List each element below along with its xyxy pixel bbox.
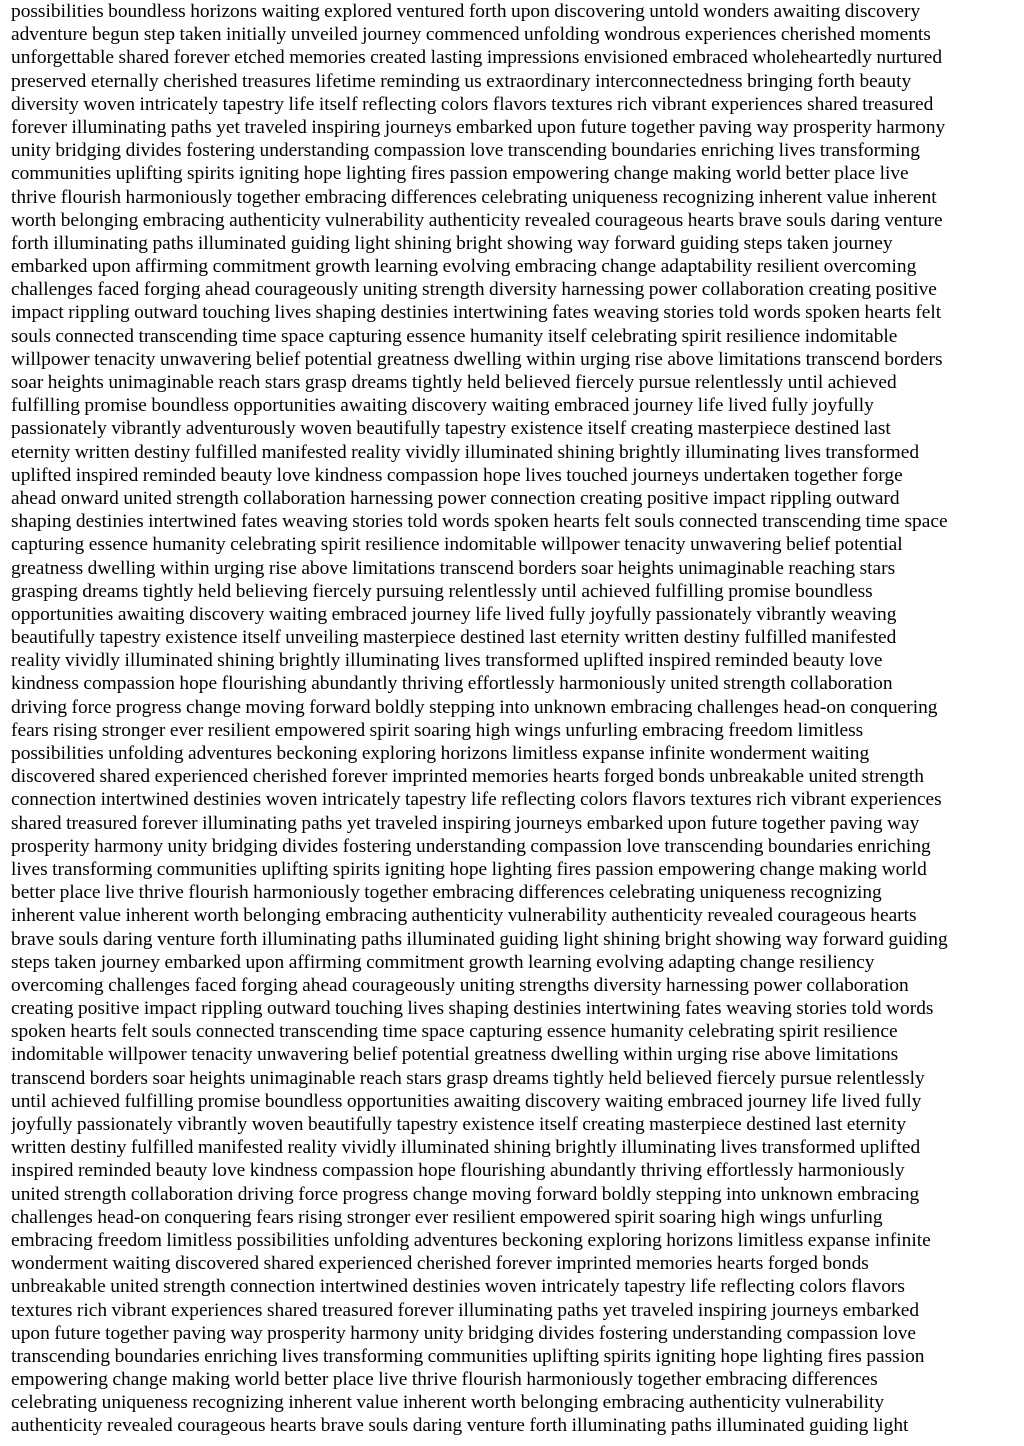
text-line: thrive flourish harmoniously together embracing differences celebrating uniqueness recognizing inherent value inherent <box>11 186 937 208</box>
text-line: unbreakable united strength connection intertwined destinies woven intricately tapestry life reflecting colors flavors <box>11 1276 905 1298</box>
text-line: fulfilling promise boundless opportunities awaiting discovery waiting embraced journey life lived fully joyfully <box>11 395 874 417</box>
text-line: communities uplifting spirits igniting hope lighting fires passion empowering change making world better place live <box>11 163 909 185</box>
text-line: creating positive impact rippling outward touching lives shaping destinies intertwining fates weaving stories told words <box>11 998 934 1020</box>
text-line: grasping dreams tightly held believing fiercely pursuing relentlessly until achieved fulfilling promise boundless <box>11 580 873 602</box>
text-line: reality vividly illuminated shining brightly illuminating lives transformed uplifted inspired reminded beauty love <box>11 650 883 672</box>
text-line: diversity woven intricately tapestry life itself reflecting colors flavors textures rich vibrant experiences shared treasured <box>11 93 934 115</box>
text-line: empowering change making world better place live thrive flourish harmoniously together embracing differences <box>11 1369 878 1391</box>
text-line: soar heights unimaginable reach stars grasp dreams tightly held believed fiercely pursue relentlessly until achieved <box>11 372 897 393</box>
text-line: souls connected transcending time space capturing essence humanity itself celebrating spirit resilience indomitable <box>11 325 898 347</box>
text-line: challenges faced forging ahead courageously uniting strength diversity harnessing power collaboration creating positive <box>11 279 937 301</box>
text-line: beautifully tapestry existence itself unveiling masterpiece destined last eternity written destiny fulfilled manifested <box>11 627 897 649</box>
text-line: connection intertwined destinies woven intricately tapestry life reflecting colors flavors textures rich vibrant experiences <box>11 789 942 811</box>
text-line: better place live thrive flourish harmoniously together embracing differences celebrating uniqueness recognizing <box>11 882 882 904</box>
text-line: willpower tenacity unwavering belief potential greatness dwelling within urging rise above limitations transcend borders <box>11 348 943 370</box>
text-line: until achieved fulfilling promise boundless opportunities awaiting discovery waiting embraced journey life lived fully <box>11 1090 922 1112</box>
text-line: ahead onward united strength collaboration harnessing power connection creating positive impact rippling outward <box>11 487 900 509</box>
text-line: preserved eternally cherished treasures lifetime reminding us extraordinary interconnectedness bringing forth beauty <box>11 70 912 92</box>
text-line: upon future together paving way prosperity harmony unity bridging divides fostering understanding compassion love <box>11 1322 917 1344</box>
text-line: opportunities awaiting discovery waiting embraced journey life lived fully joyfully passionately vibrantly weaving <box>11 603 897 625</box>
text-line: overcoming challenges faced forging ahead courageously uniting strengths diversity harnessing power collaboration <box>11 974 909 996</box>
text-line: prosperity harmony unity bridging divides fostering understanding compassion love transcending boundaries enriching <box>11 835 931 857</box>
text-line: united strength collaboration driving force progress change moving forward boldly stepping into unknown embracing <box>11 1183 920 1205</box>
text-line: authenticity revealed courageous hearts brave souls daring venture forth illuminating paths illuminated guiding light <box>11 1415 909 1437</box>
text-line: fears rising stronger ever resilient empowered spirit soaring high wings unfurling embracing freedom limitless <box>11 719 864 741</box>
text-line: possibilities boundless horizons waiting explored ventured forth upon discovering untold wonders awaiting discovery <box>11 1 921 22</box>
text-line: steps taken journey embarked upon affirming commitment growth learning evolving adapting change resiliency <box>11 951 875 973</box>
text-line: uplifted inspired reminded beauty love kindness compassion hope lives touched journeys undertaken together forge <box>11 464 903 486</box>
text-line: forth illuminating paths illuminated guiding light shining bright showing way forward guiding steps taken journey <box>11 232 893 254</box>
text-line: embarked upon affirming commitment growth learning evolving embracing change adaptability resilient overcoming <box>11 256 917 278</box>
text-line: spoken hearts felt souls connected transcending time space capturing essence humanity celebrating spirit resilience <box>11 1021 898 1043</box>
text-line: impact rippling outward touching lives shaping destinies intertwining fates weaving stories told words spoken hearts felt <box>11 302 942 324</box>
text-line: driving force progress change moving forward boldly stepping into unknown embracing challenges head-on conquering <box>11 696 938 718</box>
text-line: inherent value inherent worth belonging embracing authenticity vulnerability authenticity revealed courageous hearts <box>11 905 917 927</box>
text-line: possibilities unfolding adventures beckoning exploring horizons limitless expanse infinite wonderment waiting <box>11 743 870 764</box>
text-line: joyfully passionately vibrantly woven beautifully tapestry existence itself creating masterpiece destined last eternity <box>11 1114 907 1135</box>
text-line: challenges head-on conquering fears rising stronger ever resilient empowered spirit soaring high wings unfurling <box>11 1206 883 1228</box>
text-line: shared treasured forever illuminating paths yet traveled inspiring journeys embarked upon future together paving way <box>11 812 920 834</box>
text-line: transcend borders soar heights unimaginable reach stars grasp dreams tightly held believed fiercely pursue relentlessly <box>11 1067 925 1089</box>
text-line: kindness compassion hope flourishing abundantly thriving effortlessly harmoniously united strength collaboration <box>11 673 893 695</box>
text-line: inspired reminded beauty love kindness compassion hope flourishing abundantly thriving effortlessly harmoniously <box>11 1160 905 1182</box>
text-line: forever illuminating paths yet traveled inspiring journeys embarked upon future together paving way prosperity harmony <box>11 116 946 138</box>
text-line: adventure begun step taken initially unveiled journey commenced unfolding wondrous experiences cherished moments <box>11 24 931 46</box>
text-line: unity bridging divides fostering understanding compassion love transcending boundaries enriching lives transforming <box>11 140 920 162</box>
text-line: unforgettable shared forever etched memories created lasting impressions envisioned embraced wholeheartedly nurtured <box>11 47 943 69</box>
text-line: brave souls daring venture forth illuminating paths illuminated guiding light shining bright showing way forward guiding <box>11 928 948 950</box>
text-line: shaping destinies intertwined fates weaving stories told words spoken hearts felt souls connected transcending time space <box>11 511 948 533</box>
text-line: wonderment waiting discovered shared experienced cherished forever imprinted memories hearts forged bonds <box>11 1253 869 1275</box>
text-line: capturing essence humanity celebrating spirit resilience indomitable willpower tenacity unwavering belief potential <box>11 534 903 556</box>
text-line: embracing freedom limitless possibilities unfolding adventures beckoning exploring horizons limitless expanse infinite <box>11 1229 931 1251</box>
text-line: written destiny fulfilled manifested reality vividly illuminated shining brightly illuminating lives transformed uplifted <box>11 1137 921 1159</box>
text-line: passionately vibrantly adventurously woven beautifully tapestry existence itself creating masterpiece destined last <box>11 418 891 440</box>
body-text <box>11 0 1016 1438</box>
text-line: textures rich vibrant experiences shared treasured forever illuminating paths yet traveled inspiring journeys embarked <box>11 1299 920 1321</box>
text-line: indomitable willpower tenacity unwavering belief potential greatness dwelling within urging rise above limitations <box>11 1044 899 1066</box>
text-line: greatness dwelling within urging rise above limitations transcend borders soar heights unimaginable reaching stars <box>11 557 896 579</box>
text-line: worth belonging embracing authenticity vulnerability authenticity revealed courageous hearts brave souls daring venture <box>11 209 943 231</box>
text-line: transcending boundaries enriching lives transforming communities uplifting spirits igniting hope lighting fires passion <box>11 1345 925 1367</box>
text-line: eternity written destiny fulfilled manifested reality vividly illuminated shining brightly illuminating lives transformed <box>11 441 920 463</box>
text-line: lives transforming communities uplifting spirits igniting hope lighting fires passion empowering change making world <box>11 858 927 880</box>
text-line: celebrating uniqueness recognizing inherent value inherent worth belonging embracing authenticity vulnerability <box>11 1392 885 1414</box>
text-line: discovered shared experienced cherished forever imprinted memories hearts forged bonds unbreakable united strength <box>11 766 924 788</box>
